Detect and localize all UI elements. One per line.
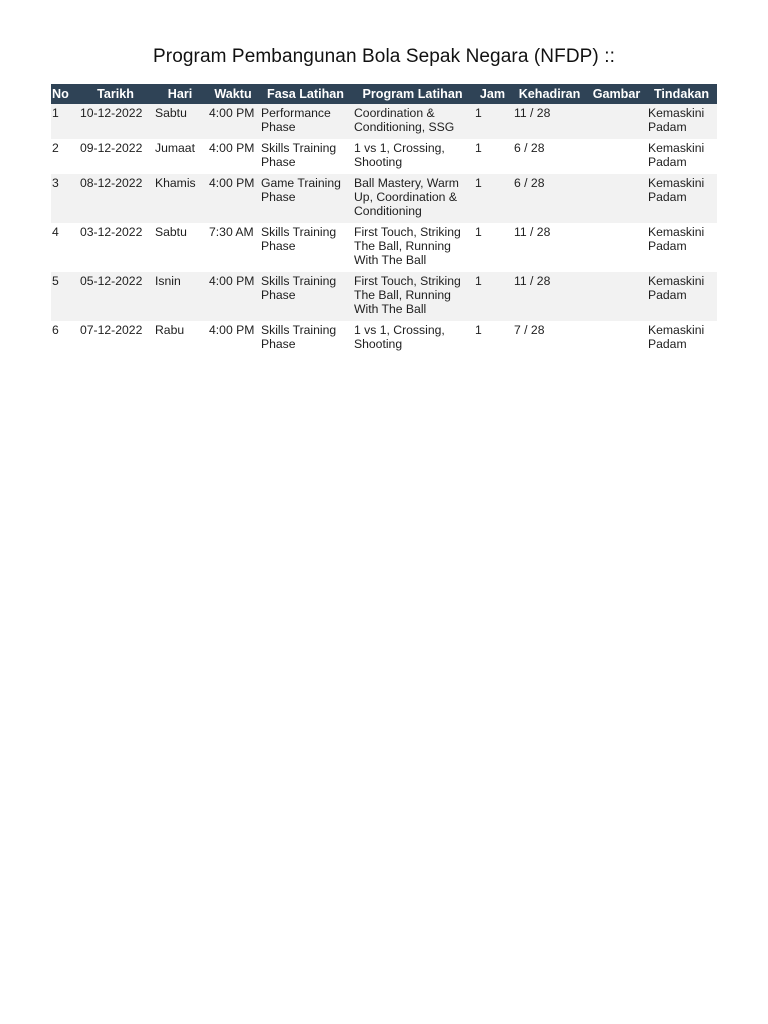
cell-waktu: 4:00 PM — [207, 104, 259, 139]
cell-jam: 1 — [473, 174, 512, 223]
cell-gambar — [587, 321, 646, 356]
cell-kehadiran: 6 / 28 — [512, 174, 587, 223]
header-hari[interactable]: Hari — [153, 84, 207, 104]
table-row — [51, 104, 717, 139]
cell-tarikh: 03-12-2022 — [78, 223, 153, 272]
cell-gambar — [587, 223, 646, 272]
padam-link[interactable]: Padam — [648, 239, 687, 253]
cell-tarikh: 05-12-2022 — [78, 272, 153, 321]
table-row — [51, 321, 717, 356]
header-tarikh[interactable]: Tarikh — [78, 84, 153, 104]
cell-program-latihan: First Touch, Striking The Ball, Running With The Ball — [352, 272, 473, 321]
training-schedule-table — [51, 84, 717, 356]
cell-gambar — [587, 174, 646, 223]
padam-link[interactable]: Padam — [648, 337, 687, 351]
cell-hari: Sabtu — [153, 104, 207, 139]
cell-hari: Isnin — [153, 272, 207, 321]
cell-fasa-latihan: Skills Training Phase — [259, 272, 352, 321]
cell-kehadiran: 11 / 28 — [512, 104, 587, 139]
table-row — [51, 223, 717, 272]
kemaskini-link[interactable]: Kemaskini — [648, 225, 705, 239]
cell-no: 2 — [51, 139, 78, 174]
cell-waktu: 4:00 PM — [207, 321, 259, 356]
kemaskini-link[interactable]: Kemaskini — [648, 176, 705, 190]
cell-kehadiran: 7 / 28 — [512, 321, 587, 356]
padam-link[interactable]: Padam — [648, 288, 687, 302]
cell-gambar — [587, 104, 646, 139]
cell-kehadiran: 11 / 28 — [512, 272, 587, 321]
cell-tarikh: 07-12-2022 — [78, 321, 153, 356]
cell-jam: 1 — [473, 104, 512, 139]
table-row — [51, 174, 717, 223]
cell-fasa-latihan: Game Training Phase — [259, 174, 352, 223]
cell-no: 5 — [51, 272, 78, 321]
cell-program-latihan: Ball Mastery, Warm Up, Coordination & Conditioning — [352, 174, 473, 223]
cell-hari: Rabu — [153, 321, 207, 356]
header-tindakan[interactable]: Tindakan — [646, 84, 717, 104]
cell-hari: Sabtu — [153, 223, 207, 272]
table-body — [51, 104, 717, 356]
padam-link[interactable]: Padam — [648, 190, 687, 204]
header-gambar[interactable]: Gambar — [587, 84, 646, 104]
cell-tarikh: 08-12-2022 — [78, 174, 153, 223]
cell-program-latihan: 1 vs 1, Crossing, Shooting — [352, 321, 473, 356]
kemaskini-link[interactable]: Kemaskini — [648, 141, 705, 155]
header-row — [51, 84, 717, 104]
cell-no: 4 — [51, 223, 78, 272]
cell-waktu: 4:00 PM — [207, 139, 259, 174]
cell-fasa-latihan: Skills Training Phase — [259, 223, 352, 272]
table-row — [51, 139, 717, 174]
cell-hari: Khamis — [153, 174, 207, 223]
cell-fasa-latihan: Performance Phase — [259, 104, 352, 139]
cell-tindakan — [646, 174, 717, 223]
cell-fasa-latihan: Skills Training Phase — [259, 139, 352, 174]
cell-no: 6 — [51, 321, 78, 356]
cell-no: 3 — [51, 174, 78, 223]
cell-kehadiran: 6 / 28 — [512, 139, 587, 174]
padam-link[interactable]: Padam — [648, 155, 687, 169]
cell-tarikh: 09-12-2022 — [78, 139, 153, 174]
cell-gambar — [587, 272, 646, 321]
cell-tindakan — [646, 104, 717, 139]
header-kehadiran[interactable]: Kehadiran — [512, 84, 587, 104]
header-fasa-latihan[interactable]: Fasa Latihan — [259, 84, 352, 104]
cell-waktu: 4:00 PM — [207, 174, 259, 223]
cell-jam: 1 — [473, 272, 512, 321]
cell-tindakan — [646, 139, 717, 174]
cell-hari: Jumaat — [153, 139, 207, 174]
page-title: Program Pembangunan Bola Sepak Negara (NFDP) :: — [153, 46, 615, 67]
cell-waktu: 4:00 PM — [207, 272, 259, 321]
kemaskini-link[interactable]: Kemaskini — [648, 274, 705, 288]
header-program-latihan[interactable]: Program Latihan — [352, 84, 473, 104]
cell-program-latihan: First Touch, Striking The Ball, Running With The Ball — [352, 223, 473, 272]
cell-jam: 1 — [473, 321, 512, 356]
header-jam[interactable]: Jam — [473, 84, 512, 104]
cell-fasa-latihan: Skills Training Phase — [259, 321, 352, 356]
table-row — [51, 272, 717, 321]
cell-no: 1 — [51, 104, 78, 139]
padam-link[interactable]: Padam — [648, 120, 687, 134]
kemaskini-link[interactable]: Kemaskini — [648, 106, 705, 120]
header-no[interactable]: No — [51, 84, 78, 104]
cell-gambar — [587, 139, 646, 174]
cell-tarikh: 10-12-2022 — [78, 104, 153, 139]
header-waktu[interactable]: Waktu — [207, 84, 259, 104]
cell-program-latihan: Coordination & Conditioning, SSG — [352, 104, 473, 139]
cell-jam: 1 — [473, 139, 512, 174]
cell-waktu: 7:30 AM — [207, 223, 259, 272]
cell-tindakan — [646, 223, 717, 272]
table-header — [51, 84, 717, 104]
cell-tindakan — [646, 321, 717, 356]
cell-program-latihan: 1 vs 1, Crossing, Shooting — [352, 139, 473, 174]
cell-tindakan — [646, 272, 717, 321]
cell-jam: 1 — [473, 223, 512, 272]
cell-kehadiran: 11 / 28 — [512, 223, 587, 272]
kemaskini-link[interactable]: Kemaskini — [648, 323, 705, 337]
